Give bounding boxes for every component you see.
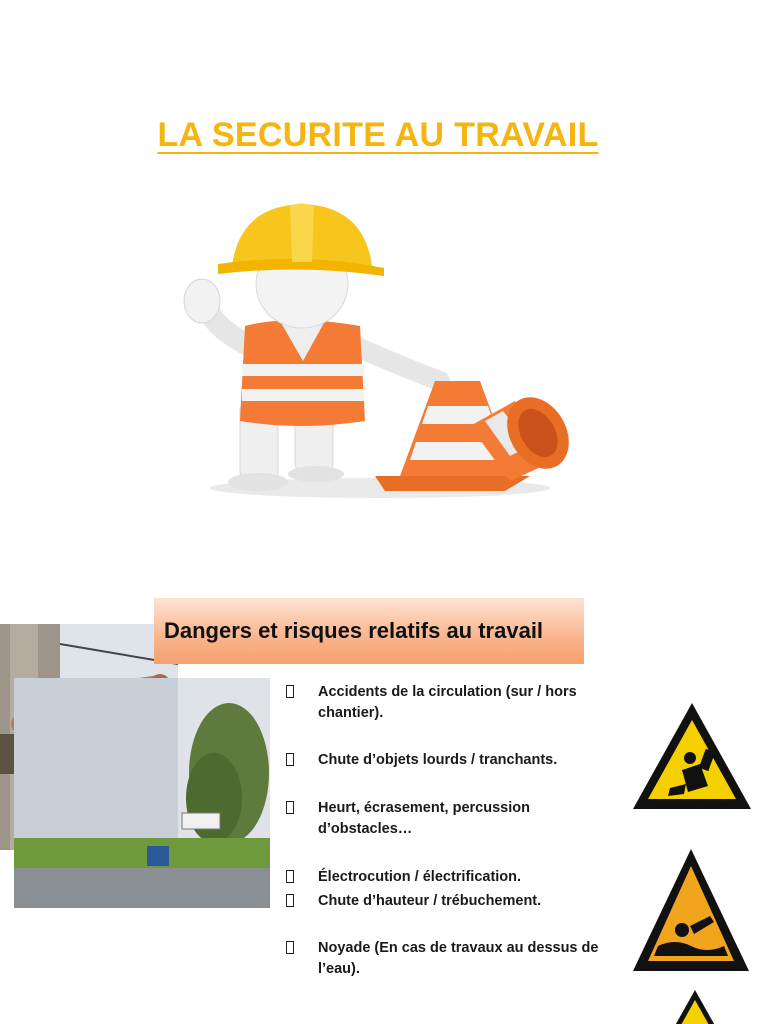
page-title-text: LA SECURITE AU TRAVAIL (157, 116, 599, 154)
bullet-box-icon (286, 801, 294, 814)
falling-objects-warning-sign (630, 700, 754, 812)
list-item-text: Électrocution / électrification. (318, 869, 522, 885)
page-title (0, 116, 756, 155)
bullet-box-icon (286, 753, 294, 766)
bullet-box-icon (286, 870, 294, 883)
hazards-banner (154, 598, 584, 664)
bullet-box-icon (286, 894, 294, 907)
list-item-text: Heurt, écrasement, percussion d’obstacles… (318, 800, 530, 837)
bullet-box-icon (286, 685, 294, 698)
list-item-text: Chute d’hauteur / trébuchement. (318, 893, 542, 909)
roadside-photo (14, 678, 270, 908)
list-item-text: Noyade (En cas de travaux au dessus de l’eau). (318, 940, 599, 977)
list-item-text: Chute d’objets lourds / tranchants. (318, 752, 558, 768)
worker-illustration (170, 196, 590, 506)
hazards-banner-title: Dangers et risques relatifs au travail (164, 618, 544, 643)
drowning-warning-sign (630, 846, 752, 974)
warning-sign (666, 988, 724, 1024)
bullet-box-icon (286, 941, 294, 954)
list-item-text: Accidents de la circulation (sur / hors chantier). (318, 684, 577, 721)
